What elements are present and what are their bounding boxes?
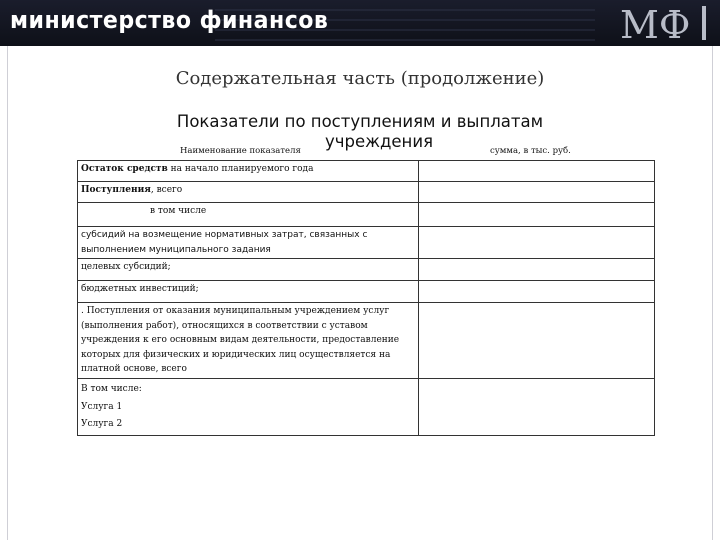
slide-subtitle: Содержательная часть (продолжение) bbox=[175, 68, 545, 89]
table-row bbox=[78, 161, 655, 182]
cell-including: в том числе bbox=[78, 203, 419, 227]
cell-value bbox=[419, 203, 655, 227]
cell-value bbox=[419, 281, 655, 303]
cell-budget-investments: бюджетных инвестиций; bbox=[78, 281, 419, 303]
table-row bbox=[78, 379, 655, 436]
cell-target-subsidies: целевых субсидий; bbox=[78, 259, 419, 281]
ministry-logo-icon bbox=[616, 2, 712, 44]
table-row bbox=[78, 182, 655, 203]
table-row bbox=[78, 281, 655, 303]
cell-services-list bbox=[78, 379, 419, 436]
cell-subsidies-normative: субсидий на возмещение нормативных затрат, связанных с выполнением муниципального задания bbox=[78, 227, 419, 259]
table-subtitle: учреждения bbox=[325, 132, 433, 151]
cell-income: Поступления, всего bbox=[78, 182, 419, 203]
services-including-label: В том числе: bbox=[81, 384, 142, 394]
table-row bbox=[78, 203, 655, 227]
table-row bbox=[78, 227, 655, 259]
cell-value bbox=[419, 161, 655, 182]
table-row bbox=[78, 303, 655, 379]
column-header-name: Наименование показателя bbox=[180, 146, 301, 156]
header-bar bbox=[0, 0, 720, 46]
cell-value bbox=[419, 227, 655, 259]
ministry-title: министерство финансов bbox=[10, 6, 329, 34]
cell-paid-services: . Поступления от оказания муниципальным учреждением услуг (выполнения работ), относящихся в соответствии с уставом учреждения к его основным видам деятельности, предоставление которых для физических и юридических лиц осуществляется на платной основе, всего bbox=[78, 303, 419, 379]
service-1-label: Услуга 1 bbox=[81, 401, 123, 412]
indicators-table bbox=[77, 160, 655, 436]
service-2-label: Услуга 2 bbox=[81, 419, 123, 429]
cell-value bbox=[419, 182, 655, 203]
cell-value bbox=[419, 303, 655, 379]
table-row bbox=[78, 259, 655, 281]
table-title: Показатели по поступлениям и выплатам bbox=[176, 112, 544, 131]
cell-value bbox=[419, 259, 655, 281]
cell-value bbox=[419, 379, 655, 436]
logo-text: МФ bbox=[620, 3, 691, 44]
cell-balance: Остаток средств на начало планируемого года bbox=[78, 161, 419, 182]
column-header-sum: сумма, в тыс. руб. bbox=[490, 146, 571, 156]
